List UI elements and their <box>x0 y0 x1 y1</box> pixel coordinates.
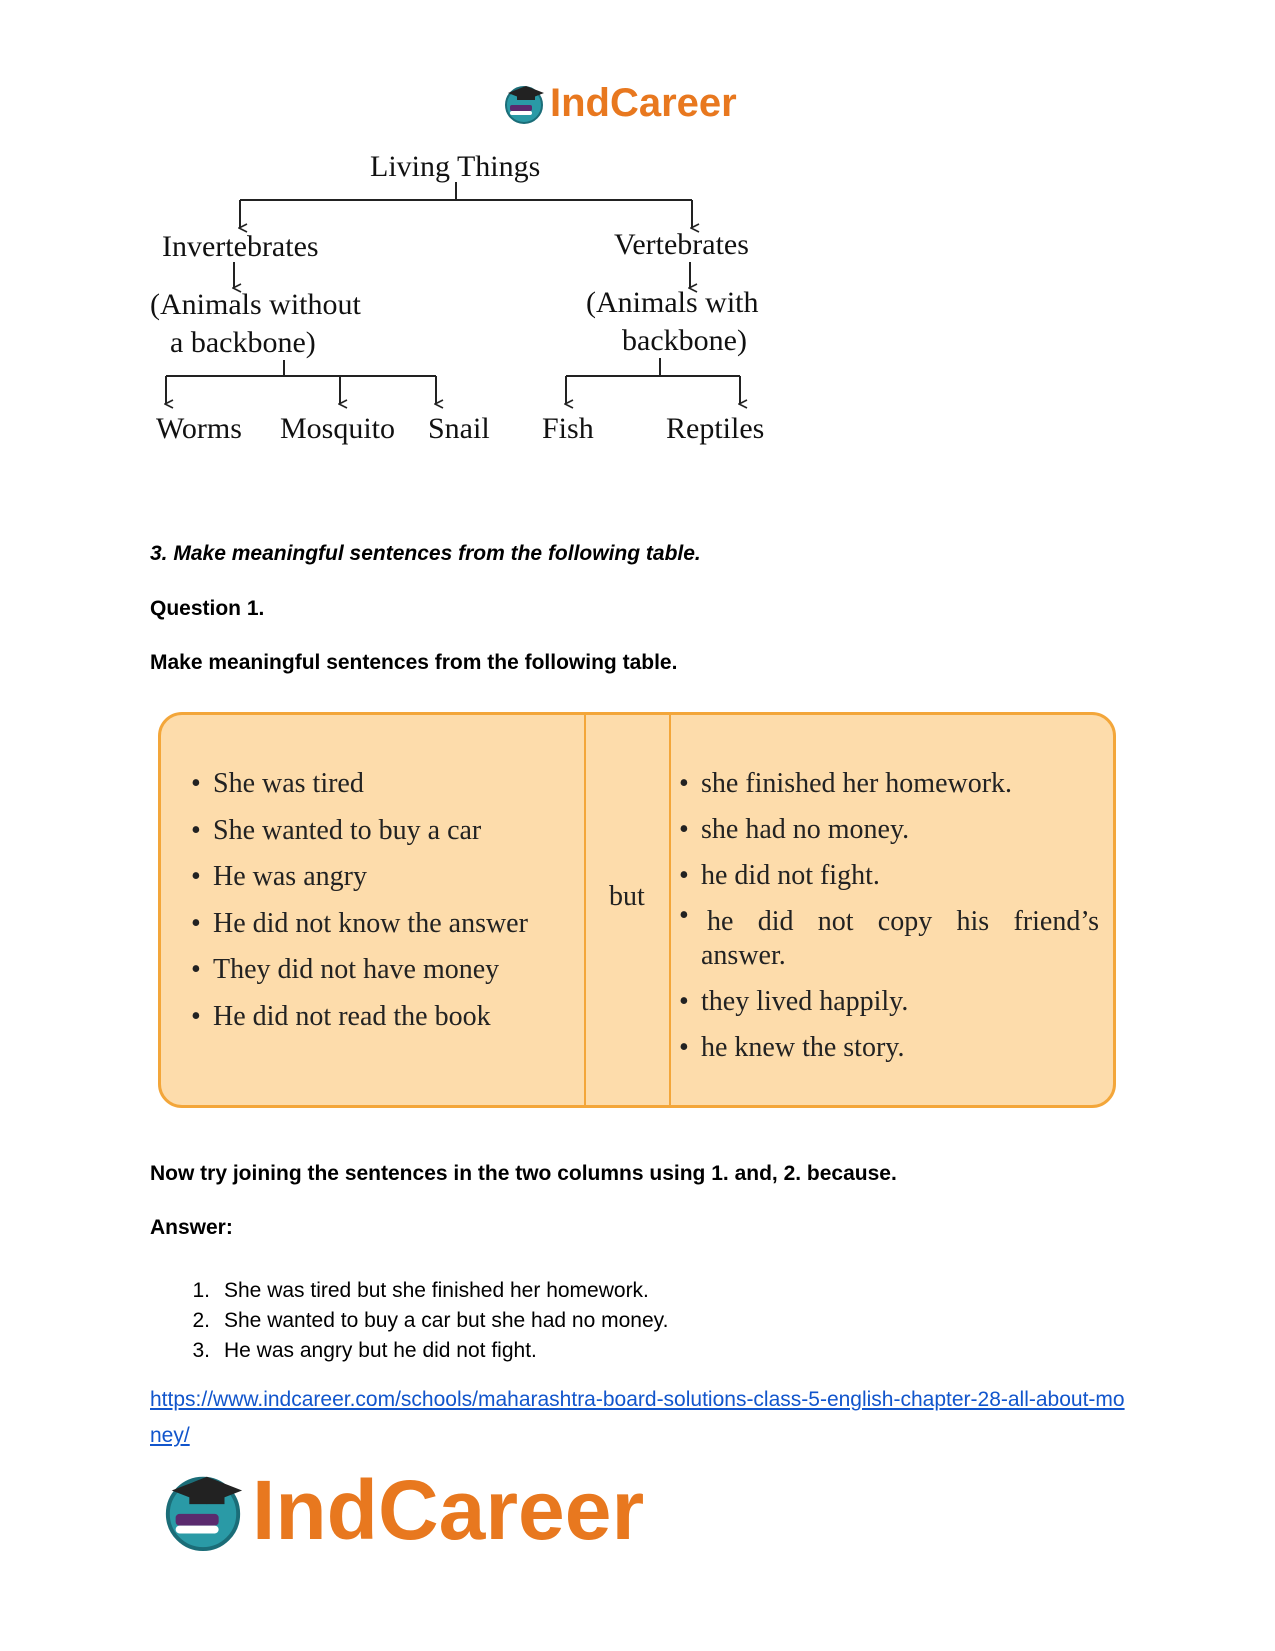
vertebrates-label: Vertebrates <box>614 228 749 261</box>
list-item <box>679 807 1099 853</box>
list-item: • He did not read the book <box>191 994 528 1041</box>
list-item <box>150 1276 668 1306</box>
list-item <box>150 1336 668 1366</box>
answer-number: 2. <box>192 1309 210 1332</box>
graduation-cap-globe-icon <box>160 1467 246 1553</box>
list-item <box>150 1306 668 1336</box>
graduation-cap-globe-icon <box>502 81 546 125</box>
table-divider-2 <box>669 715 671 1105</box>
list-item <box>679 899 1099 979</box>
conjunction-label: but <box>609 881 645 912</box>
table-divider-1 <box>584 715 586 1105</box>
answer-text: She wanted to buy a car but she had no money. <box>224 1309 669 1332</box>
sentence-table <box>158 712 1116 1108</box>
question-text: Make meaningful sentences from the following table. <box>150 651 678 674</box>
answer-text: He was angry but he did not fight. <box>224 1339 537 1362</box>
answer-text: She was tired but she finished her homework. <box>224 1279 649 1302</box>
footer-logo <box>160 1462 645 1557</box>
list-item: • He was angry <box>191 854 528 901</box>
instruction-text: Now try joining the sentences in the two columns using 1. and, 2. because. <box>150 1162 897 1185</box>
right-column-list <box>679 761 1099 1071</box>
living-things-diagram <box>150 150 810 480</box>
list-item: • He did not know the answer <box>191 901 528 948</box>
answer-label: Answer: <box>150 1216 233 1239</box>
header-logo <box>502 80 737 126</box>
leaf-snail: Snail <box>428 412 490 445</box>
list-item-text: answer. <box>701 940 786 971</box>
logo-text: IndCareer <box>550 80 737 125</box>
invertebrates-desc-line1: (Animals without <box>150 288 361 321</box>
list-item: • They did not have money <box>191 947 528 994</box>
diagram-root-label: Living Things <box>370 150 541 183</box>
question-label: Question 1. <box>150 597 265 620</box>
list-item <box>679 853 1099 899</box>
list-item <box>679 761 1099 807</box>
list-item-text: he did not fight. <box>701 860 880 891</box>
list-item: • She was tired <box>191 761 528 808</box>
source-link[interactable]: https://www.indcareer.com/schools/maharashtra-board-solutions-class-5-english-chapter-28-all-about-money/ <box>150 1388 1125 1447</box>
vertebrates-desc-line2: backbone) <box>622 324 747 357</box>
list-item <box>679 1025 1099 1071</box>
answer-number: 3. <box>192 1339 210 1362</box>
leaf-reptiles: Reptiles <box>666 412 765 445</box>
section-heading: 3. Make meaningful sentences from the following table. <box>150 542 701 565</box>
leaf-fish: Fish <box>542 412 594 445</box>
left-column-list <box>191 761 528 1040</box>
list-item-text: they lived happily. <box>701 986 909 1017</box>
answer-list <box>150 1276 668 1366</box>
list-item-text: she finished her homework. <box>701 768 1013 799</box>
leaf-worms: Worms <box>156 412 242 445</box>
list-item: • She wanted to buy a car <box>191 808 528 855</box>
logo-text: IndCareer <box>252 1462 645 1557</box>
invertebrates-desc-line2: a backbone) <box>170 326 316 359</box>
list-item-text: • he did not copy his friend’s <box>707 906 1099 937</box>
leaf-mosquito: Mosquito <box>280 412 396 445</box>
list-item-text: she had no money. <box>701 814 910 845</box>
answer-number: 1. <box>192 1279 210 1302</box>
invertebrates-label: Invertebrates <box>162 230 319 263</box>
vertebrates-desc-line1: (Animals with <box>586 286 759 319</box>
list-item <box>679 979 1099 1025</box>
list-item-text: he knew the story. <box>701 1032 905 1063</box>
